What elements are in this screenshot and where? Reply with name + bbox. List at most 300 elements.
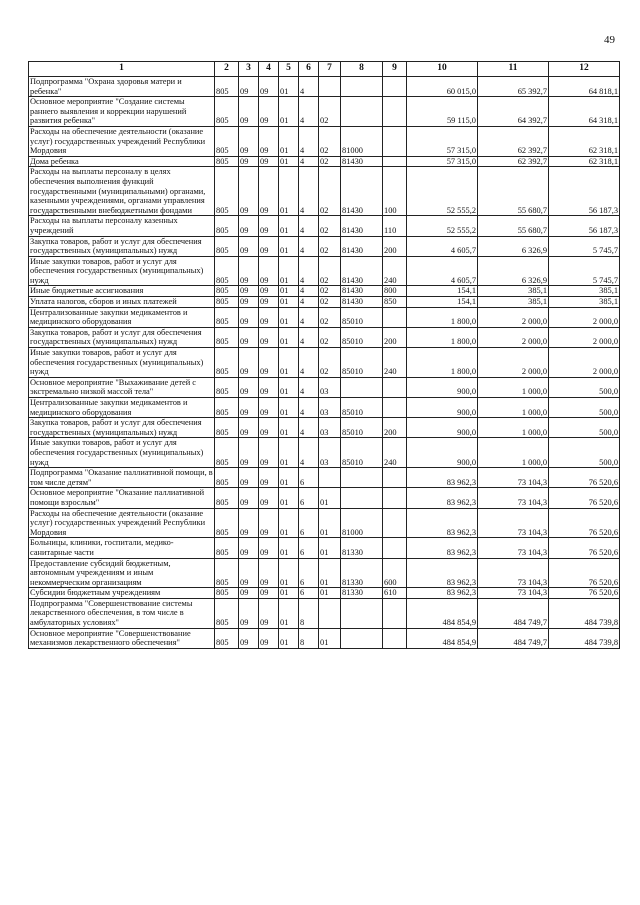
code-direction: 81330	[341, 588, 383, 599]
code-subprogram: 4	[299, 327, 319, 347]
code-direction	[341, 468, 383, 488]
row-name: Иные бюджетные ассигнования	[29, 286, 215, 297]
table-row	[29, 327, 620, 347]
amount-year-1: 52 555,2	[407, 216, 478, 236]
row-name: Уплата налогов, сборов и иных платежей	[29, 297, 215, 308]
amount-year-3: 64 318,1	[549, 97, 620, 127]
amount-year-2: 62 392,7	[478, 156, 549, 167]
code-event: 01	[319, 628, 341, 648]
row-name: Централизованные закупки медикаментов и медицинского оборудования	[29, 307, 215, 327]
amount-year-1: 1 800,0	[407, 307, 478, 327]
code-direction: 81330	[341, 538, 383, 558]
row-name: Расходы на выплаты персоналу в целях обеспечения выполнения функций государственными (муниципальными) органами, казенными учреждениями, органами управления государственными внебюджетными фондами	[29, 167, 215, 216]
amount-year-1: 900,0	[407, 438, 478, 468]
code-subprogram: 8	[299, 598, 319, 628]
code-expense-type	[383, 377, 407, 397]
code-section: 09	[239, 398, 259, 418]
code-ministry: 805	[215, 286, 239, 297]
amount-year-2: 73 104,3	[478, 468, 549, 488]
code-expense-type	[383, 628, 407, 648]
code-subprogram: 6	[299, 508, 319, 538]
code-ministry: 805	[215, 216, 239, 236]
code-event: 02	[319, 156, 341, 167]
amount-year-1: 83 962,3	[407, 468, 478, 488]
table-row	[29, 438, 620, 468]
code-section: 09	[239, 488, 259, 508]
amount-year-1: 1 800,0	[407, 348, 478, 378]
amount-year-1: 900,0	[407, 377, 478, 397]
code-ministry: 805	[215, 297, 239, 308]
header-cell: 1	[29, 62, 215, 77]
table-row	[29, 598, 620, 628]
amount-year-1: 900,0	[407, 398, 478, 418]
table-header-row	[29, 62, 620, 77]
code-expense-type	[383, 538, 407, 558]
code-subsection: 09	[259, 538, 279, 558]
code-direction	[341, 97, 383, 127]
amount-year-2: 6 326,9	[478, 236, 549, 256]
code-ministry: 805	[215, 468, 239, 488]
code-expense-type: 240	[383, 348, 407, 378]
code-ministry: 805	[215, 167, 239, 216]
code-subprogram: 6	[299, 468, 319, 488]
amount-year-2: 73 104,3	[478, 508, 549, 538]
amount-year-1: 484 854,9	[407, 598, 478, 628]
table-row	[29, 468, 620, 488]
code-event	[319, 468, 341, 488]
code-event: 03	[319, 418, 341, 438]
row-name: Предоставление субсидий бюджетным, автономным учреждениям и иным некоммерческим организациям	[29, 558, 215, 588]
code-program: 01	[279, 377, 299, 397]
code-subsection: 09	[259, 377, 279, 397]
amount-year-2: 2 000,0	[478, 327, 549, 347]
code-program: 01	[279, 468, 299, 488]
amount-year-3: 5 745,7	[549, 256, 620, 286]
code-ministry: 805	[215, 97, 239, 127]
row-name: Расходы на выплаты персоналу казенных учреждений	[29, 216, 215, 236]
code-section: 09	[239, 97, 259, 127]
code-subprogram: 6	[299, 558, 319, 588]
header-cell: 10	[407, 62, 478, 77]
amount-year-3: 500,0	[549, 398, 620, 418]
amount-year-2: 1 000,0	[478, 438, 549, 468]
code-expense-type: 200	[383, 236, 407, 256]
code-section: 09	[239, 377, 259, 397]
code-program: 01	[279, 236, 299, 256]
table-row	[29, 297, 620, 308]
table-row	[29, 286, 620, 297]
code-program: 01	[279, 588, 299, 599]
code-section: 09	[239, 307, 259, 327]
amount-year-3: 76 520,6	[549, 488, 620, 508]
code-subprogram: 4	[299, 348, 319, 378]
code-direction: 81430	[341, 286, 383, 297]
code-section: 09	[239, 327, 259, 347]
amount-year-2: 1 000,0	[478, 418, 549, 438]
code-ministry: 805	[215, 588, 239, 599]
table-row	[29, 348, 620, 378]
code-direction: 85010	[341, 398, 383, 418]
code-section: 09	[239, 167, 259, 216]
amount-year-3: 64 818,1	[549, 77, 620, 97]
table-body	[29, 77, 620, 649]
amount-year-2: 73 104,3	[478, 588, 549, 599]
code-program: 01	[279, 256, 299, 286]
code-event	[319, 598, 341, 628]
code-event: 02	[319, 167, 341, 216]
amount-year-1: 59 115,0	[407, 97, 478, 127]
code-direction: 81330	[341, 558, 383, 588]
amount-year-2: 385,1	[478, 297, 549, 308]
code-subsection: 09	[259, 256, 279, 286]
amount-year-2: 73 104,3	[478, 558, 549, 588]
header-cell: 12	[549, 62, 620, 77]
code-expense-type: 200	[383, 418, 407, 438]
header-cell: 7	[319, 62, 341, 77]
amount-year-2: 55 680,7	[478, 216, 549, 236]
table-row	[29, 628, 620, 648]
code-event: 01	[319, 538, 341, 558]
code-expense-type	[383, 508, 407, 538]
code-subprogram: 4	[299, 236, 319, 256]
code-subsection: 09	[259, 508, 279, 538]
row-name: Подпрограмма "Совершенствование системы лекарственного обеспечения, в том числе в амбулаторных условиях"	[29, 598, 215, 628]
code-subprogram: 4	[299, 167, 319, 216]
code-program: 01	[279, 418, 299, 438]
code-subsection: 09	[259, 216, 279, 236]
code-subsection: 09	[259, 598, 279, 628]
code-event: 03	[319, 377, 341, 397]
code-ministry: 805	[215, 377, 239, 397]
amount-year-1: 154,1	[407, 297, 478, 308]
code-expense-type: 610	[383, 588, 407, 599]
code-subsection: 09	[259, 398, 279, 418]
amount-year-2: 64 392,7	[478, 97, 549, 127]
code-direction: 85010	[341, 327, 383, 347]
code-subsection: 09	[259, 236, 279, 256]
code-ministry: 805	[215, 126, 239, 156]
amount-year-2: 2 000,0	[478, 307, 549, 327]
code-subprogram: 4	[299, 398, 319, 418]
amount-year-2: 62 392,7	[478, 126, 549, 156]
code-subsection: 09	[259, 558, 279, 588]
code-section: 09	[239, 126, 259, 156]
amount-year-1: 4 605,7	[407, 256, 478, 286]
amount-year-2: 1 000,0	[478, 377, 549, 397]
code-event: 02	[319, 348, 341, 378]
code-subsection: 09	[259, 628, 279, 648]
row-name: Подпрограмма "Охрана здоровья матери и ребенка"	[29, 77, 215, 97]
row-name: Больницы, клиники, госпитали, медико-санитарные части	[29, 538, 215, 558]
amount-year-3: 2 000,0	[549, 307, 620, 327]
code-direction: 85010	[341, 418, 383, 438]
row-name: Основное мероприятие "Выхаживание детей с экстремально низкой массой тела"	[29, 377, 215, 397]
page-number: 49	[604, 34, 615, 46]
code-event: 01	[319, 558, 341, 588]
code-expense-type: 800	[383, 286, 407, 297]
header-cell: 9	[383, 62, 407, 77]
code-section: 09	[239, 297, 259, 308]
code-expense-type: 600	[383, 558, 407, 588]
table-row	[29, 588, 620, 599]
amount-year-1: 83 962,3	[407, 538, 478, 558]
code-event: 03	[319, 438, 341, 468]
amount-year-1: 60 015,0	[407, 77, 478, 97]
code-event: 01	[319, 508, 341, 538]
amount-year-3: 5 745,7	[549, 236, 620, 256]
amount-year-3: 500,0	[549, 377, 620, 397]
code-direction: 81430	[341, 216, 383, 236]
code-subprogram: 6	[299, 588, 319, 599]
code-section: 09	[239, 628, 259, 648]
code-ministry: 805	[215, 256, 239, 286]
amount-year-3: 76 520,6	[549, 468, 620, 488]
code-section: 09	[239, 438, 259, 468]
header-cell: 2	[215, 62, 239, 77]
code-section: 09	[239, 558, 259, 588]
code-program: 01	[279, 126, 299, 156]
code-section: 09	[239, 156, 259, 167]
code-program: 01	[279, 216, 299, 236]
code-direction	[341, 377, 383, 397]
code-direction: 81430	[341, 156, 383, 167]
amount-year-2: 6 326,9	[478, 256, 549, 286]
code-ministry: 805	[215, 236, 239, 256]
amount-year-2: 484 749,7	[478, 628, 549, 648]
row-name: Централизованные закупки медикаментов и медицинского оборудования	[29, 398, 215, 418]
amount-year-3: 484 739,8	[549, 628, 620, 648]
code-direction: 81430	[341, 167, 383, 216]
code-program: 01	[279, 327, 299, 347]
amount-year-3: 76 520,6	[549, 508, 620, 538]
code-event: 03	[319, 398, 341, 418]
code-event: 02	[319, 216, 341, 236]
code-ministry: 805	[215, 508, 239, 538]
amount-year-1: 83 962,3	[407, 508, 478, 538]
table-row	[29, 216, 620, 236]
table-row	[29, 236, 620, 256]
code-program: 01	[279, 156, 299, 167]
amount-year-2: 1 000,0	[478, 398, 549, 418]
code-expense-type	[383, 598, 407, 628]
code-subsection: 09	[259, 77, 279, 97]
table-row	[29, 377, 620, 397]
code-ministry: 805	[215, 156, 239, 167]
code-expense-type: 200	[383, 327, 407, 347]
code-expense-type	[383, 468, 407, 488]
code-expense-type: 110	[383, 216, 407, 236]
code-program: 01	[279, 508, 299, 538]
code-program: 01	[279, 558, 299, 588]
table-row	[29, 307, 620, 327]
amount-year-2: 65 392,7	[478, 77, 549, 97]
header-cell: 8	[341, 62, 383, 77]
row-name: Субсидии бюджетным учреждениям	[29, 588, 215, 599]
code-subsection: 09	[259, 588, 279, 599]
code-program: 01	[279, 307, 299, 327]
table-row	[29, 538, 620, 558]
code-direction: 81430	[341, 256, 383, 286]
code-program: 01	[279, 286, 299, 297]
table-row	[29, 398, 620, 418]
code-direction	[341, 628, 383, 648]
code-program: 01	[279, 398, 299, 418]
row-name: Закупка товаров, работ и услуг для обеспечения государственных (муниципальных) нужд	[29, 236, 215, 256]
table-row	[29, 508, 620, 538]
code-subsection: 09	[259, 327, 279, 347]
row-name: Закупка товаров, работ и услуг для обеспечения государственных (муниципальных) нужд	[29, 327, 215, 347]
code-event: 01	[319, 588, 341, 599]
code-subsection: 09	[259, 286, 279, 297]
table-row	[29, 97, 620, 127]
code-subsection: 09	[259, 307, 279, 327]
table-row	[29, 418, 620, 438]
row-name: Расходы на обеспечение деятельности (оказание услуг) государственных учреждений Республики Мордовия	[29, 508, 215, 538]
amount-year-3: 56 187,3	[549, 216, 620, 236]
code-direction: 85010	[341, 438, 383, 468]
amount-year-3: 56 187,3	[549, 167, 620, 216]
code-subprogram: 8	[299, 628, 319, 648]
amount-year-1: 154,1	[407, 286, 478, 297]
code-subsection: 09	[259, 348, 279, 378]
code-event: 02	[319, 97, 341, 127]
code-section: 09	[239, 418, 259, 438]
code-expense-type	[383, 97, 407, 127]
code-subprogram: 4	[299, 286, 319, 297]
amount-year-1: 4 605,7	[407, 236, 478, 256]
code-direction: 81000	[341, 508, 383, 538]
code-event: 02	[319, 256, 341, 286]
amount-year-2: 73 104,3	[478, 488, 549, 508]
row-name: Дома ребенка	[29, 156, 215, 167]
code-event: 02	[319, 327, 341, 347]
code-subsection: 09	[259, 126, 279, 156]
code-event: 01	[319, 488, 341, 508]
code-section: 09	[239, 77, 259, 97]
header-cell: 4	[259, 62, 279, 77]
code-expense-type	[383, 398, 407, 418]
table-row	[29, 488, 620, 508]
table-row	[29, 156, 620, 167]
code-subprogram: 4	[299, 156, 319, 167]
amount-year-2: 2 000,0	[478, 348, 549, 378]
amount-year-1: 83 962,3	[407, 558, 478, 588]
code-program: 01	[279, 438, 299, 468]
code-direction	[341, 77, 383, 97]
code-subprogram: 4	[299, 216, 319, 236]
code-subprogram: 4	[299, 307, 319, 327]
code-expense-type: 850	[383, 297, 407, 308]
amount-year-3: 62 318,1	[549, 156, 620, 167]
code-expense-type: 240	[383, 438, 407, 468]
amount-year-3: 2 000,0	[549, 327, 620, 347]
row-name: Подпрограмма "Оказание паллиативной помощи, в том числе детям"	[30, 468, 213, 487]
code-expense-type	[383, 307, 407, 327]
code-section: 09	[239, 256, 259, 286]
amount-year-1: 1 800,0	[407, 327, 478, 347]
table-row	[29, 256, 620, 286]
code-expense-type	[383, 156, 407, 167]
amount-year-1: 83 962,3	[407, 488, 478, 508]
code-ministry: 805	[215, 398, 239, 418]
row-name: Иные закупки товаров, работ и услуг для обеспечения государственных (муниципальных) нужд	[29, 438, 215, 468]
header-cell: 11	[478, 62, 549, 77]
code-subsection: 09	[259, 156, 279, 167]
row-name: Основное мероприятие "Оказание паллиативной помощи взрослым"	[29, 488, 215, 508]
code-subsection: 09	[259, 468, 279, 488]
code-ministry: 805	[215, 348, 239, 378]
header-cell: 6	[299, 62, 319, 77]
table-row	[29, 558, 620, 588]
amount-year-3: 62 318,1	[549, 126, 620, 156]
code-direction: 81000	[341, 126, 383, 156]
code-ministry: 805	[215, 628, 239, 648]
code-ministry: 805	[215, 327, 239, 347]
amount-year-1: 83 962,3	[407, 588, 478, 599]
amount-year-2: 484 749,7	[478, 598, 549, 628]
code-section: 09	[239, 286, 259, 297]
code-subsection: 09	[259, 488, 279, 508]
code-ministry: 805	[215, 418, 239, 438]
code-program: 01	[279, 77, 299, 97]
code-expense-type: 240	[383, 256, 407, 286]
code-subsection: 09	[259, 418, 279, 438]
budget-table	[28, 61, 620, 649]
code-subprogram: 6	[299, 538, 319, 558]
code-subprogram: 4	[299, 256, 319, 286]
row-name: Основное мероприятие "Создание системы раннего выявления и коррекции нарушений развития ребенка"	[29, 97, 215, 127]
code-event	[319, 77, 341, 97]
code-event: 02	[319, 236, 341, 256]
code-program: 01	[279, 297, 299, 308]
code-ministry: 805	[215, 307, 239, 327]
amount-year-2: 73 104,3	[478, 538, 549, 558]
code-subprogram: 4	[299, 438, 319, 468]
code-program: 01	[279, 538, 299, 558]
code-section: 09	[239, 348, 259, 378]
amount-year-3: 2 000,0	[549, 348, 620, 378]
amount-year-3: 500,0	[549, 438, 620, 468]
amount-year-2: 55 680,7	[478, 167, 549, 216]
code-program: 01	[279, 348, 299, 378]
code-subsection: 09	[259, 97, 279, 127]
code-direction	[341, 488, 383, 508]
code-section: 09	[239, 598, 259, 628]
amount-year-1: 52 555,2	[407, 167, 478, 216]
code-subprogram: 4	[299, 297, 319, 308]
amount-year-3: 500,0	[549, 418, 620, 438]
code-subprogram: 4	[299, 126, 319, 156]
amount-year-3: 484 739,8	[549, 598, 620, 628]
code-section: 09	[239, 236, 259, 256]
header-cell: 3	[239, 62, 259, 77]
code-subprogram: 4	[299, 97, 319, 127]
row-name: Основное мероприятие "Совершенствование механизмов лекарственного обеспечения"	[29, 628, 215, 648]
code-ministry: 805	[215, 438, 239, 468]
amount-year-3: 385,1	[549, 297, 620, 308]
code-section: 09	[239, 588, 259, 599]
code-expense-type	[383, 488, 407, 508]
amount-year-1: 57 315,0	[407, 126, 478, 156]
code-subprogram: 6	[299, 488, 319, 508]
code-section: 09	[239, 508, 259, 538]
code-subsection: 09	[259, 167, 279, 216]
amount-year-3: 76 520,6	[549, 558, 620, 588]
amount-year-1: 57 315,0	[407, 156, 478, 167]
code-subprogram: 4	[299, 377, 319, 397]
code-direction: 85010	[341, 307, 383, 327]
table-row	[29, 126, 620, 156]
